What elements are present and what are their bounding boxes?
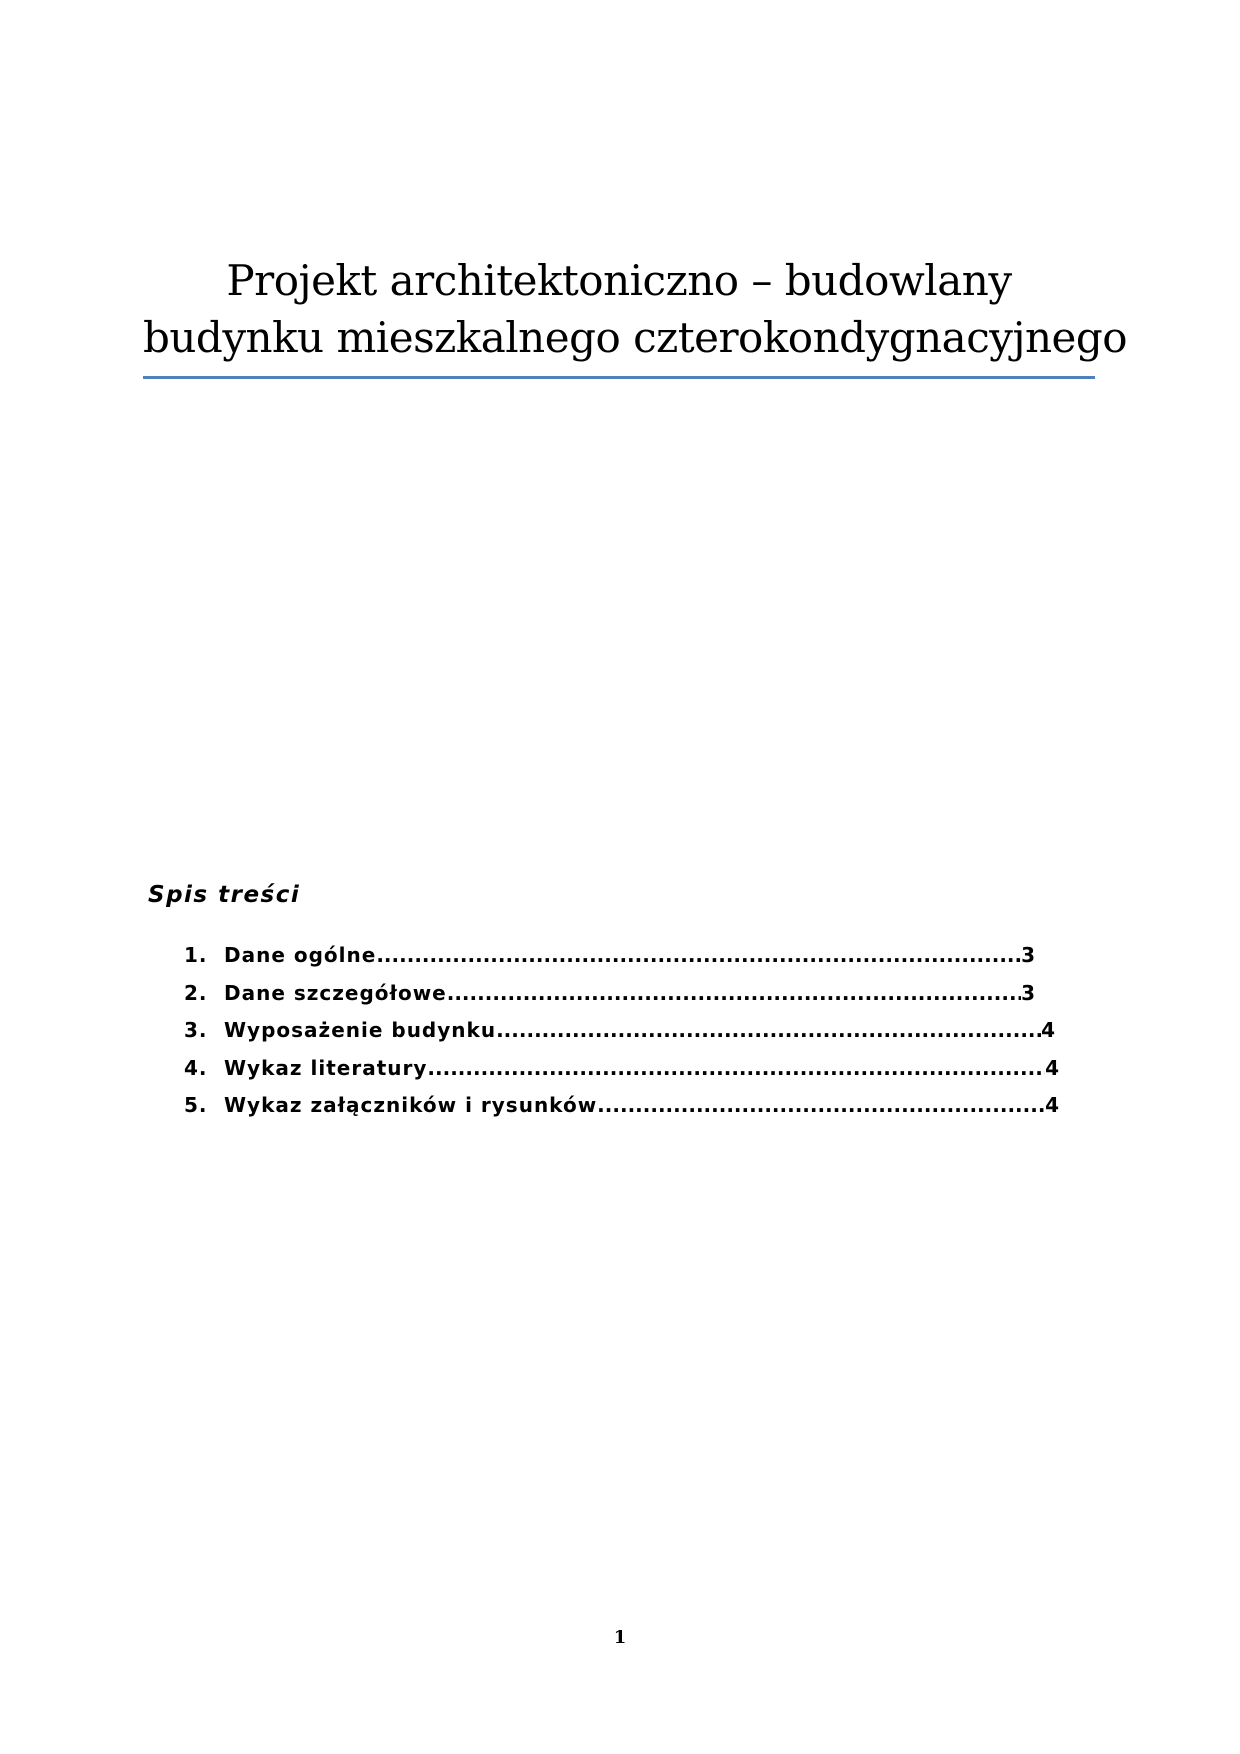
toc-entry-page: 3 xyxy=(1021,980,1036,1005)
table-of-contents xyxy=(184,943,1064,1131)
toc-dot-leader xyxy=(597,1093,1045,1117)
toc-entry-wyposazenie-budynku[interactable] xyxy=(184,1018,1056,1056)
toc-entry-number: 2. xyxy=(184,980,208,1005)
toc-entry-number: 5. xyxy=(184,1093,208,1117)
toc-entry-page: 4 xyxy=(1041,1018,1056,1042)
toc-entry-page: 4 xyxy=(1045,1055,1060,1080)
toc-heading: Spis treści xyxy=(148,882,301,908)
toc-entry-page: 4 xyxy=(1045,1093,1060,1117)
toc-entry-number: 3. xyxy=(184,1018,208,1042)
toc-entry-dane-ogolne[interactable] xyxy=(184,943,1036,981)
toc-entry-number: 1. xyxy=(184,943,208,967)
page-number: 1 xyxy=(613,1627,627,1648)
toc-entry-title: Wykaz załączników i rysunków xyxy=(224,1093,598,1117)
toc-entry-title: Dane ogólne xyxy=(224,943,377,967)
toc-entry-wykaz-literatury[interactable] xyxy=(184,1056,1060,1094)
toc-dot-leader xyxy=(376,943,1021,967)
toc-entry-title: Wyposażenie budynku xyxy=(224,1018,497,1042)
toc-dot-leader xyxy=(447,981,1021,1005)
title-line-1: Projekt architektoniczno – budowlany xyxy=(226,256,1012,305)
toc-entry-title: Wykaz literatury xyxy=(224,1055,428,1080)
toc-entry-dane-szczegolowe[interactable] xyxy=(184,981,1036,1019)
toc-entry-page: 3 xyxy=(1021,943,1036,967)
toc-entry-wykaz-zalacznikow[interactable] xyxy=(184,1093,1060,1131)
document-title xyxy=(143,252,1128,379)
toc-dot-leader xyxy=(496,1018,1041,1042)
toc-entry-title: Dane szczegółowe xyxy=(224,980,447,1005)
toc-dot-leader xyxy=(427,1056,1045,1080)
title-line-2: budynku mieszkalnego czterokondygnacyjnego xyxy=(143,313,1128,362)
toc-entry-number: 4. xyxy=(184,1055,208,1080)
